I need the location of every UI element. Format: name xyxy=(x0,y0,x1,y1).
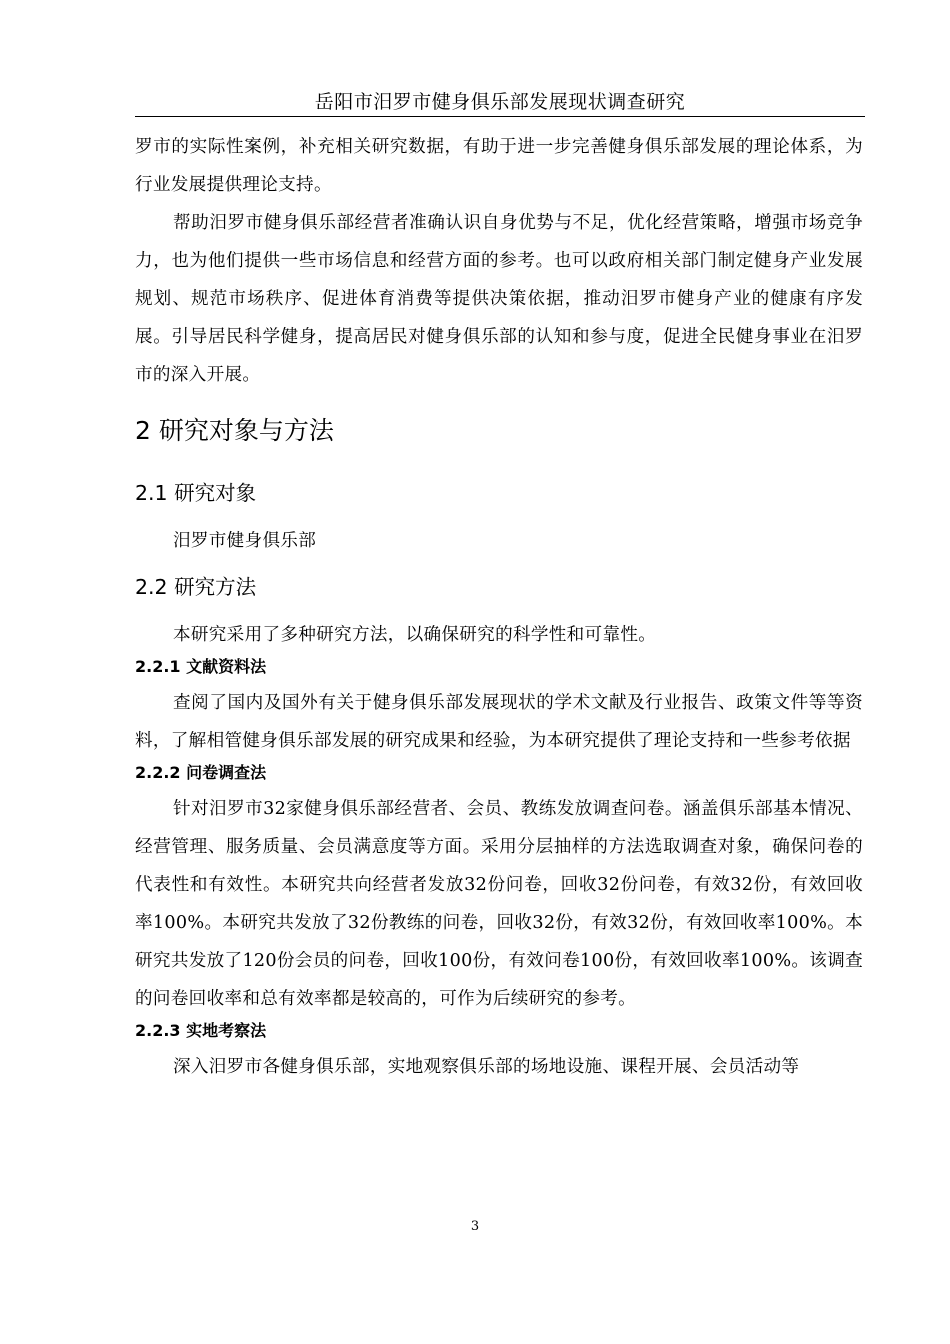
running-header: 岳阳市汨罗市健身俱乐部发展现状调查研究 xyxy=(314,91,686,113)
subsection-heading-2-1: 2.1 研究对象 xyxy=(135,481,257,505)
page-number: 3 xyxy=(470,1219,480,1234)
subsubsection-heading-2-2-3: 2.2.3 实地考察法 xyxy=(135,1021,267,1040)
paragraph-continued: 罗市的实际性案例，补充相关研究数据，有助于进一步完善健身俱乐部发展的理论体系，为行业发展提供理论支持。 xyxy=(135,137,863,195)
subsubsection-heading-2-2-2: 2.2.2 问卷调查法 xyxy=(135,763,267,782)
subsubsection-heading-2-2-1: 2.2.1 文献资料法 xyxy=(135,657,267,676)
page-body xyxy=(135,128,863,1086)
paragraph-field-method: 深入汨罗市各健身俱乐部，实地观察俱乐部的场地设施、课程开展、会员活动等 xyxy=(173,1057,800,1077)
paragraph-research-object: 汨罗市健身俱乐部 xyxy=(173,531,317,551)
header-rule xyxy=(135,116,865,117)
subsection-heading-2-2: 2.2 研究方法 xyxy=(135,575,257,599)
section-heading-2: 2 研究对象与方法 xyxy=(135,416,334,445)
paragraph-literature-method: 查阅了国内及国外有关于健身俱乐部发展现状的学术文献及行业报告、政策文件等等资料，了解相管健身俱乐部发展的研究成果和经验，为本研究提供了理论支持和一些参考依据 xyxy=(135,693,863,751)
paragraph-significance: 帮助汨罗市健身俱乐部经营者准确认识自身优势与不足，优化经营策略，增强市场竞争力，也为他们提供一些市场信息和经营方面的参考。也可以政府相关部门制定健身产业发展规划、规范市场秩序、促进体育消费等提供决策依据，推动汨罗市健身产业的健康有序发展。引导居民科学健身，提高居民对健身俱乐部的认知和参与度，促进全民健身事业在汨罗市的深入开展。 xyxy=(135,213,863,385)
paragraph-methods-intro: 本研究采用了多种研究方法，以确保研究的科学性和可靠性。 xyxy=(173,625,657,645)
paragraph-questionnaire-method: 针对汨罗市32家健身俱乐部经营者、会员、教练发放调查问卷。涵盖俱乐部基本情况、经营管理、服务质量、会员满意度等方面。采用分层抽样的方法选取调查对象，确保问卷的代表性和有效性。本研究共向经营者发放32份问卷，回收32份问卷，有效32份，有效回收率100%。本研究共发放了32份教练的问卷，回收32份，有效32份，有效回收率100%。本研究共发放了120份会员的问卷，回收100份，有效问卷100份，有效回收率100%。该调查的问卷回收率和总有效率都是较高的，可作为后续研究的参考。 xyxy=(135,799,863,1009)
